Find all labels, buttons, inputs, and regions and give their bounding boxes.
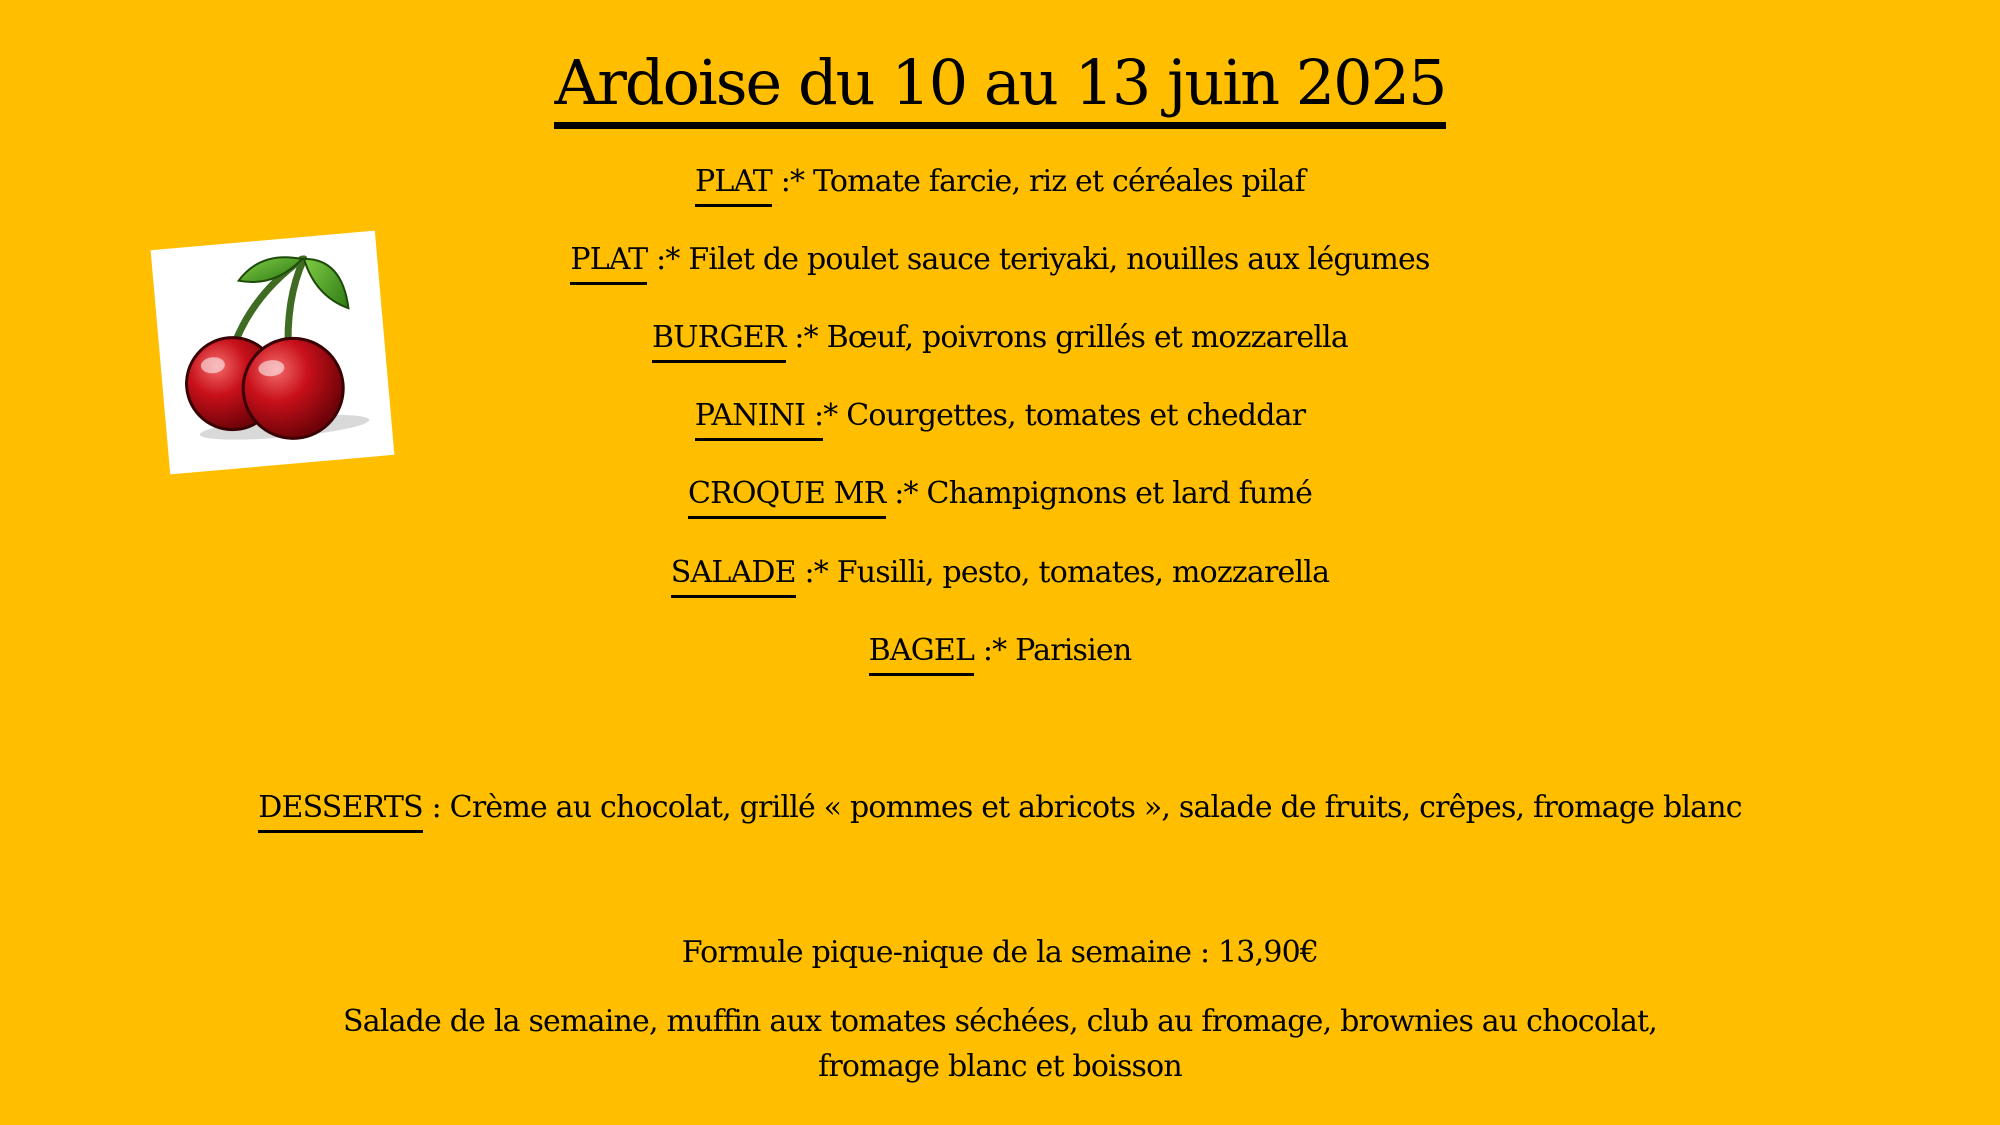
menu-line-label: PLAT	[570, 242, 647, 285]
page-title-text: Ardoise du 10 au 13 juin 2025	[554, 52, 1445, 129]
menu-line-label: CROQUE MR	[688, 476, 886, 519]
menu-line-plat-1	[0, 164, 2000, 207]
formule-title	[0, 935, 2000, 971]
formule-description	[300, 999, 1700, 1089]
menu-line-label: SALADE	[671, 555, 796, 598]
menu-line-text: :* Tomate farcie, riz et céréales pilaf	[771, 164, 1305, 199]
menu-line-text: :* Fusilli, pesto, tomates, mozzarella	[795, 555, 1330, 590]
cherry-image	[151, 231, 395, 475]
menu-line-label: BURGER	[652, 320, 786, 363]
page-title	[0, 46, 2000, 129]
menu-line-bagel	[0, 633, 2000, 676]
formule-description-text: Salade de la semaine, muffin aux tomates séchées, club au fromage, brownies au chocolat, fromage blanc et boisson	[342, 1004, 1658, 1084]
menu-line-label: PLAT	[695, 164, 772, 207]
menu-line-salade	[0, 555, 2000, 598]
desserts-label: DESSERTS	[258, 790, 423, 833]
menu-line-text: :* Parisien	[974, 633, 1132, 668]
menu-line-text: :* Champignons et lard fumé	[885, 476, 1313, 511]
desserts-line	[0, 790, 2000, 833]
menu-line-text: :* Filet de poulet sauce teriyaki, nouilles aux légumes	[647, 242, 1430, 277]
menu-line-label: PANINI :	[695, 398, 824, 441]
formule-title-text: Formule pique-nique de la semaine : 13,90€	[681, 935, 1319, 970]
menu-line-text: * Courgettes, tomates et cheddar	[823, 398, 1306, 433]
menu-line-text: :* Bœuf, poivrons grillés et mozzarella	[785, 320, 1348, 355]
menu-line-label: BAGEL	[869, 633, 975, 676]
menu-line-croque	[0, 476, 2000, 519]
desserts-text: : Crème au chocolat, grillé « pommes et abricots », salade de fruits, crêpes, fromage blanc	[422, 790, 1742, 825]
cherry-icon	[151, 231, 395, 475]
